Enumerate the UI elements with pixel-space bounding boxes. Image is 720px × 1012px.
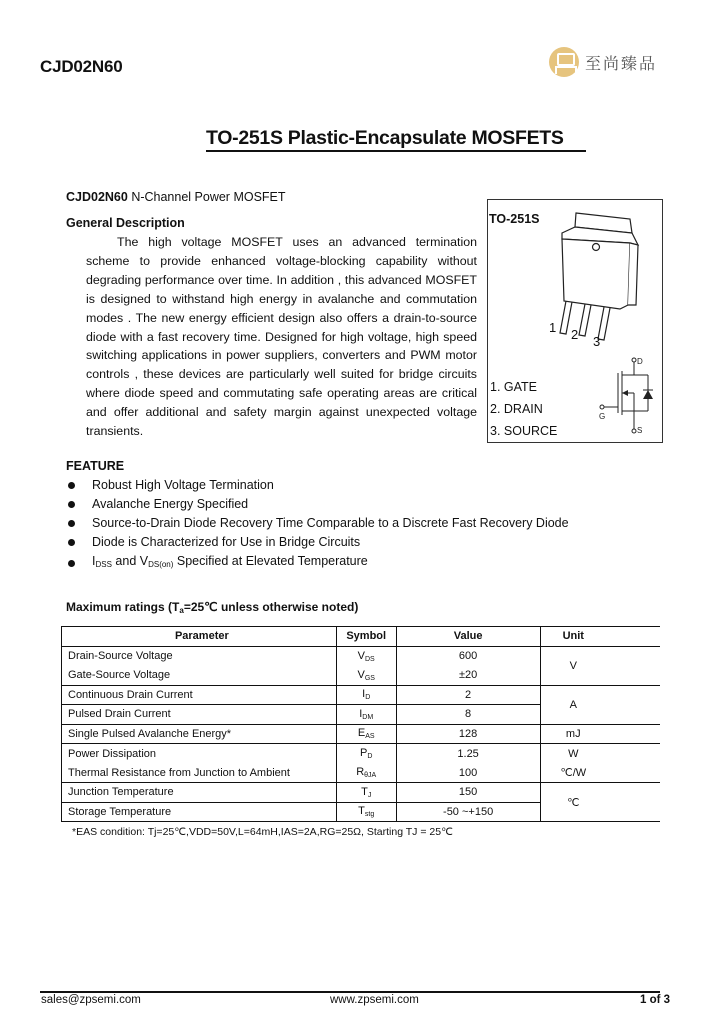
feature-list xyxy=(66,476,569,574)
pin-gate: 1. GATE xyxy=(490,380,538,394)
logo-icon xyxy=(549,47,579,77)
bullet-icon xyxy=(68,501,75,508)
bullet-icon xyxy=(68,520,75,527)
col-header-value: Value xyxy=(396,627,540,647)
footer-divider xyxy=(40,991,660,993)
subtitle-desc: N-Channel Power MOSFET xyxy=(127,190,286,204)
table-row: Storage Temperature $T_{stg}$ -50 ~+150 xyxy=(62,802,661,822)
pin-drain: 2. DRAIN xyxy=(490,402,543,416)
package-drawing-icon xyxy=(540,205,650,355)
ratings-title: Maximum ratings ($T_a=25℃$ unless otherwise noted) xyxy=(66,600,359,615)
subtitle-part: CJD02N60 xyxy=(66,190,128,204)
feature-item: Robust High Voltage Termination xyxy=(66,476,569,495)
logo-text: 至尚臻品 xyxy=(585,53,658,73)
schematic-source-label: S xyxy=(637,426,643,435)
pin-number-3: 3 xyxy=(593,334,601,349)
company-logo xyxy=(549,47,657,77)
bullet-icon xyxy=(68,482,75,489)
feature-heading: FEATURE xyxy=(66,459,125,473)
table-header-row xyxy=(62,627,661,647)
table-row: Thermal Resistance from Junction to Ambient $R_{\theta JA}$ 100 ℃/W xyxy=(62,763,661,783)
footer-email-link[interactable]: sales@zpsemi.com xyxy=(41,994,141,1006)
feature-item: Diode is Characterized for Use in Bridge Circuits xyxy=(66,533,569,552)
package-label: TO-251S xyxy=(489,212,540,226)
page-number: 1 of 3 xyxy=(640,994,671,1006)
general-description-heading: General Description xyxy=(66,216,185,230)
pin-number-2: 2 xyxy=(571,327,579,342)
general-description-body: The high voltage MOSFET uses an advanced termination scheme to provide enhanced voltage-blocking capability without degrading performance over time. In addition , this advanced MOSFET is designed to withstand high energy in avalanche and commutation modes . The new energy efficient design also offers a drain-to-source diode with a fast recovery time. Designed for high voltage, high speed switching applications in power suppliers, converters and PWM motor controls , these devices are particularly well suited for bridge circuits where diode speed and commutating safe operating areas are critical and offer additional and safety margin against unexpected voltage transients. xyxy=(86,235,477,439)
table-row: Power Dissipation $P_D$ 1.25 W xyxy=(62,744,661,764)
document-title: TO-251S Plastic-Encapsulate MOSFETS xyxy=(206,126,586,152)
col-header-symbol: Symbol xyxy=(336,627,396,647)
pin-source: 3. SOURCE xyxy=(490,424,558,438)
col-header-parameter: Parameter xyxy=(62,627,337,647)
table-row: Single Pulsed Avalanche Energy* $E_{AS}$ 128 mJ xyxy=(62,724,661,744)
table-row: Pulsed Drain Current $I_{DM}$ 8 xyxy=(62,705,661,725)
maximum-ratings-table xyxy=(61,626,660,822)
footer-website-link[interactable]: www.zpsemi.com xyxy=(330,994,419,1006)
feature-item: $I_{DSS}$ and $V_{DS(on)}$ Specified at Elevated Temperature xyxy=(66,552,569,574)
schematic-gate-label: G xyxy=(599,412,606,421)
table-row: Gate-Source Voltage $V_{GS}$ ±20 xyxy=(62,666,661,686)
feature-item: Source-to-Drain Diode Recovery Time Comparable to a Discrete Fast Recovery Diode xyxy=(66,514,569,533)
ratings-footnote: *EAS condition: Tj=25℃,VDD=50V,L=64mH,IAS=2A,RG=25Ω, Starting TJ = 25℃ xyxy=(72,826,453,838)
feature-item: Avalanche Energy Specified xyxy=(66,495,569,514)
table-row: Junction Temperature $T_J$ 150 ℃ xyxy=(62,783,661,803)
table-row: Continuous Drain Current $I_D$ 2 A xyxy=(62,685,661,705)
bullet-icon xyxy=(68,560,75,567)
table-row: Drain-Source Voltage $V_{DS}$ 600 V xyxy=(62,646,661,666)
part-number-header: CJD02N60 xyxy=(40,57,123,76)
pin-number-1: 1 xyxy=(549,320,557,335)
schematic-drain-label: D xyxy=(637,357,643,366)
pin-list xyxy=(490,376,557,442)
general-description-text xyxy=(86,233,477,441)
bullet-icon xyxy=(68,539,75,546)
subtitle xyxy=(66,190,286,204)
col-header-unit: Unit xyxy=(540,627,660,647)
mosfet-schematic-icon xyxy=(598,355,658,435)
